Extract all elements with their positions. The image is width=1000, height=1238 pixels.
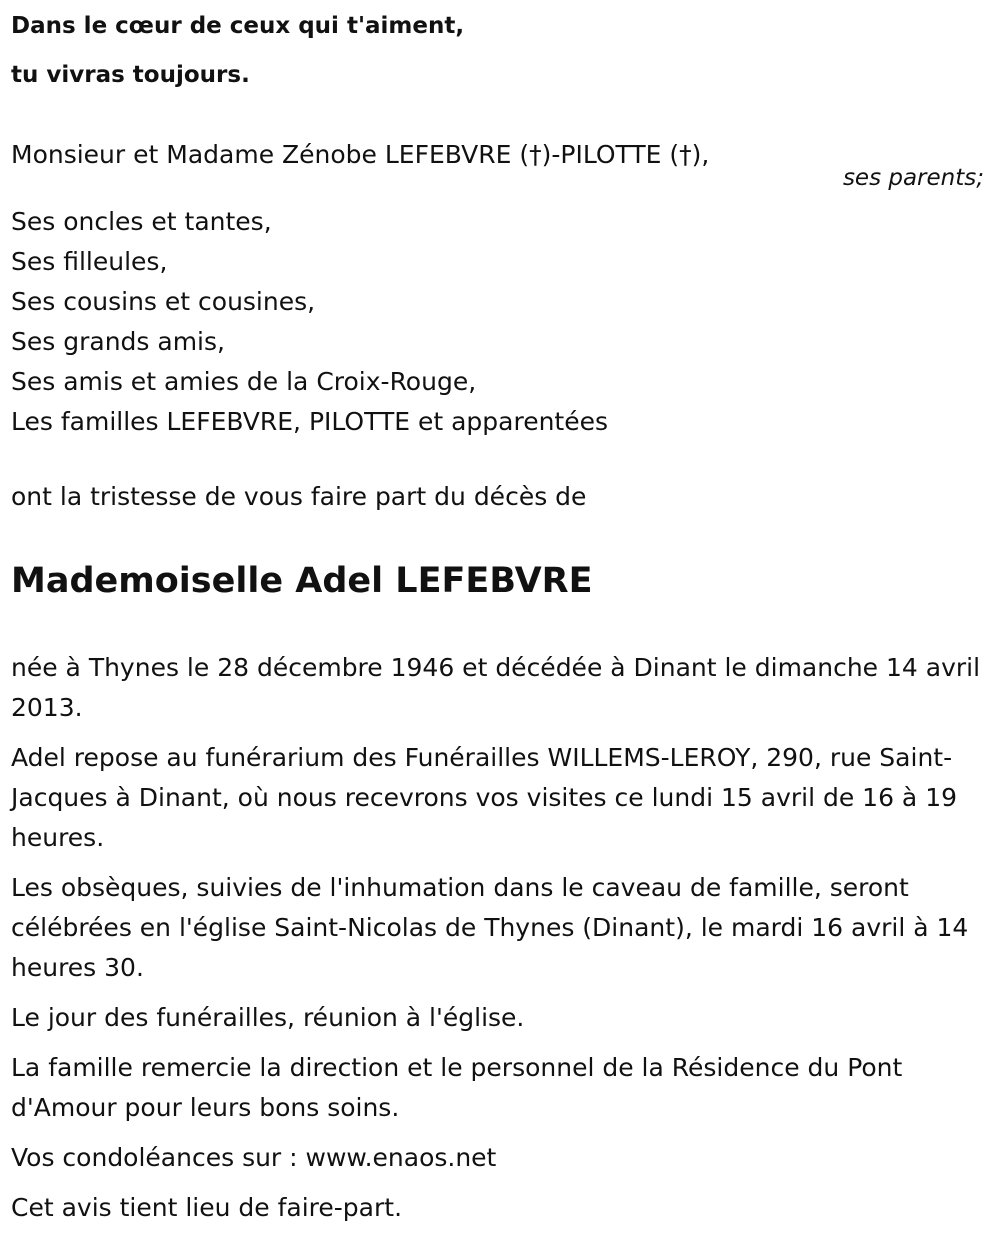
list-item: Les familles LEFEBVRE, PILOTTE et apparentées bbox=[11, 407, 609, 436]
list-item: Ses amis et amies de la Croix-Rouge, bbox=[11, 367, 477, 396]
visitation-paragraph: Adel repose au funérarium des Funérailles WILLEMS-LEROY, 290, rue Saint-Jacques à Dinant, où nous recevrons vos visites ce lundi 15 avril de 16 à 19 heures. bbox=[11, 743, 958, 852]
parents-names: Monsieur et Madame Zénobe LEFEBVRE (†)-PILOTTE (†), bbox=[11, 140, 710, 169]
birth-death-paragraph: née à Thynes le 28 décembre 1946 et décédée à Dinant le dimanche 14 avril 2013. bbox=[11, 653, 981, 722]
list-item: Ses cousins et cousines, bbox=[11, 287, 316, 316]
list-item: Ses grands amis, bbox=[11, 327, 225, 356]
deceased-name: Mademoiselle Adel LEFEBVRE bbox=[11, 561, 593, 601]
relatives-list bbox=[11, 202, 608, 442]
details-section bbox=[11, 648, 986, 1238]
notice-paragraph: Cet avis tient lieu de faire-part. bbox=[11, 1193, 403, 1222]
announcement-text: ont la tristesse de vous faire part du décès de bbox=[11, 482, 587, 511]
funeral-paragraph: Les obsèques, suivies de l'inhumation dans le caveau de famille, seront célébrées en l'église Saint-Nicolas de Thynes (Dinant), le mardi 16 avril à 14 heures 30. bbox=[11, 873, 969, 982]
list-item: Ses filleules, bbox=[11, 247, 168, 276]
list-item: Ses oncles et tantes, bbox=[11, 207, 272, 236]
thanks-paragraph: La famille remercie la direction et le personnel de la Résidence du Pont d'Amour pour leurs bons soins. bbox=[11, 1053, 903, 1122]
epigraph-line-1: Dans le cœur de ceux qui t'aiment, bbox=[11, 13, 465, 39]
epigraph-line-2: tu vivras toujours. bbox=[11, 62, 250, 88]
parents-role: ses parents; bbox=[842, 165, 984, 191]
condolences-paragraph: Vos condoléances sur : www.enaos.net bbox=[11, 1143, 497, 1172]
meeting-paragraph: Le jour des funérailles, réunion à l'église. bbox=[11, 1003, 525, 1032]
